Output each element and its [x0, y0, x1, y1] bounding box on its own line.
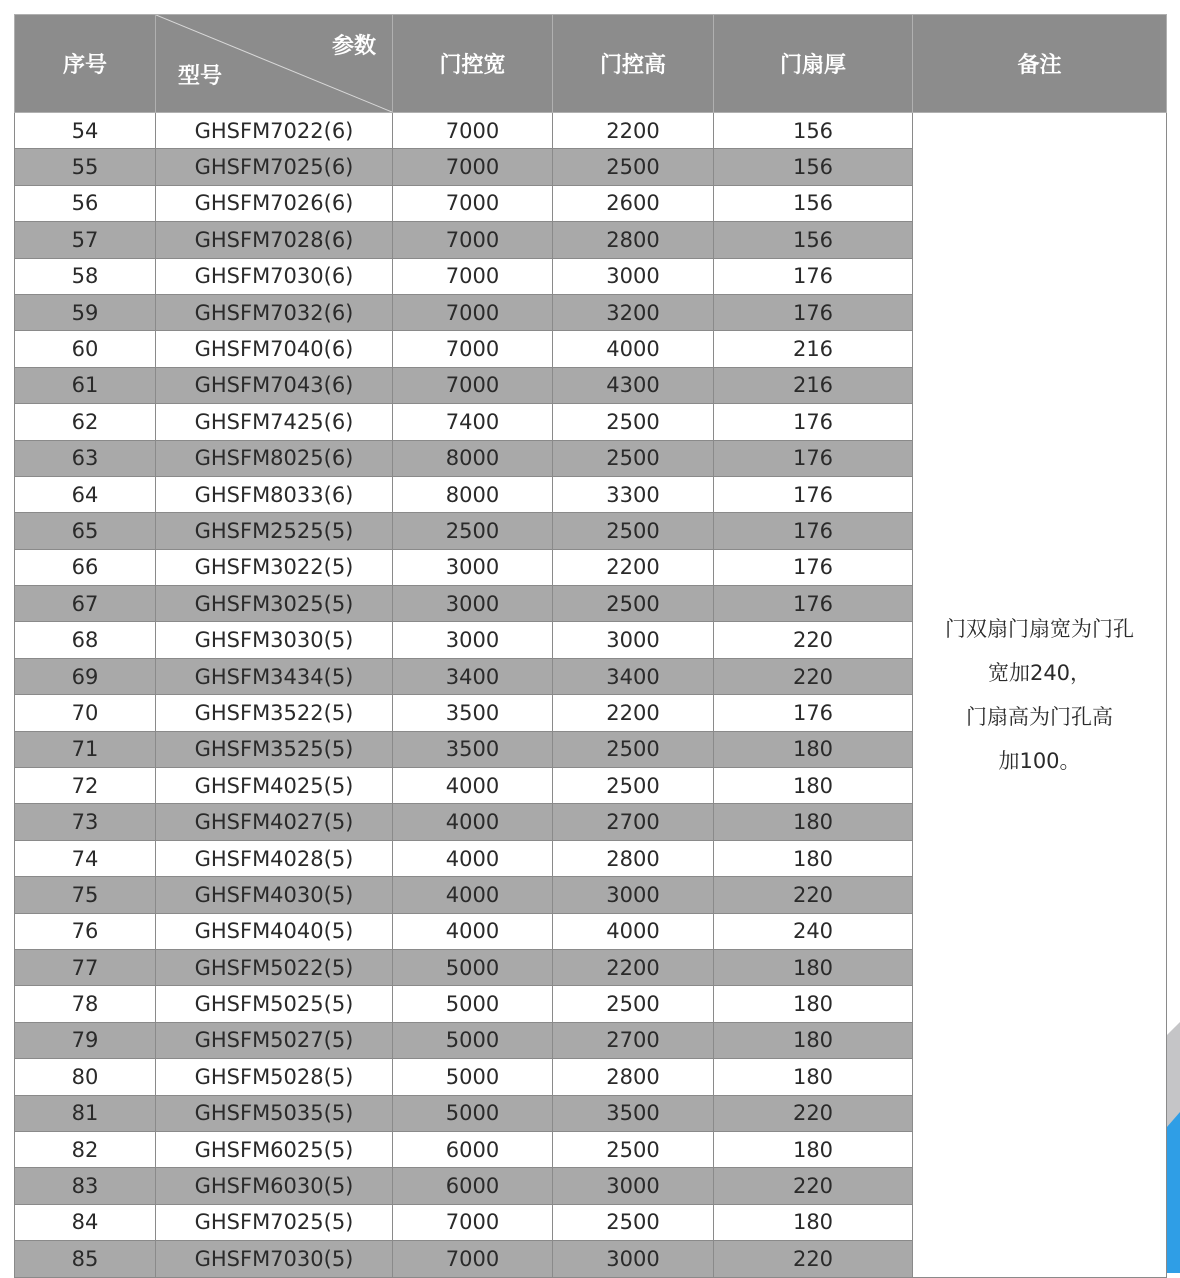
cell-seq: 72	[15, 768, 156, 804]
cell-seq: 63	[15, 440, 156, 476]
cell-width: 7000	[393, 294, 553, 330]
cell-thickness: 180	[714, 986, 913, 1022]
cell-thickness: 220	[714, 1095, 913, 1131]
cell-model: GHSFM7030(6)	[156, 258, 393, 294]
cell-seq: 80	[15, 1059, 156, 1095]
cell-width: 4000	[393, 840, 553, 876]
cell-height: 2200	[553, 695, 714, 731]
cell-thickness: 156	[714, 222, 913, 258]
cell-model: GHSFM4028(5)	[156, 840, 393, 876]
cell-width: 7400	[393, 404, 553, 440]
cell-height: 4000	[553, 331, 714, 367]
cell-width: 7000	[393, 331, 553, 367]
cell-thickness: 180	[714, 1204, 913, 1240]
cell-height: 2500	[553, 440, 714, 476]
cell-model: GHSFM5027(5)	[156, 1022, 393, 1058]
cell-thickness: 156	[714, 185, 913, 221]
cell-seq: 85	[15, 1241, 156, 1277]
header-param-model	[156, 15, 393, 113]
cell-seq: 83	[15, 1168, 156, 1204]
cell-width: 3500	[393, 695, 553, 731]
cell-width: 4000	[393, 913, 553, 949]
cell-thickness: 176	[714, 440, 913, 476]
cell-width: 7000	[393, 1241, 553, 1277]
cell-thickness: 180	[714, 949, 913, 985]
cell-seq: 78	[15, 986, 156, 1022]
cell-seq: 54	[15, 113, 156, 149]
cell-seq: 71	[15, 731, 156, 767]
cell-model: GHSFM5022(5)	[156, 949, 393, 985]
cell-width: 7000	[393, 185, 553, 221]
cell-model: GHSFM7043(6)	[156, 367, 393, 403]
cell-width: 4000	[393, 768, 553, 804]
header-row	[15, 15, 1167, 113]
cell-model: GHSFM3030(5)	[156, 622, 393, 658]
cell-thickness: 176	[714, 513, 913, 549]
cell-seq: 76	[15, 913, 156, 949]
cell-seq: 82	[15, 1131, 156, 1167]
cell-height: 2700	[553, 1022, 714, 1058]
cell-thickness: 180	[714, 840, 913, 876]
cell-width: 7000	[393, 367, 553, 403]
cell-thickness: 180	[714, 731, 913, 767]
cell-seq: 65	[15, 513, 156, 549]
cell-model: GHSFM8033(6)	[156, 476, 393, 512]
cell-model: GHSFM5028(5)	[156, 1059, 393, 1095]
cell-height: 2500	[553, 731, 714, 767]
cell-seq: 77	[15, 949, 156, 985]
cell-height: 3000	[553, 1168, 714, 1204]
cell-width: 3000	[393, 586, 553, 622]
cell-width: 8000	[393, 476, 553, 512]
cell-seq: 57	[15, 222, 156, 258]
cell-seq: 55	[15, 149, 156, 185]
cell-thickness: 220	[714, 622, 913, 658]
header-remarks: 备注	[913, 15, 1167, 113]
cell-width: 7000	[393, 258, 553, 294]
cell-width: 7000	[393, 149, 553, 185]
cell-model: GHSFM3522(5)	[156, 695, 393, 731]
cell-thickness: 176	[714, 695, 913, 731]
cell-model: GHSFM4030(5)	[156, 877, 393, 913]
cell-thickness: 220	[714, 1168, 913, 1204]
cell-width: 4000	[393, 804, 553, 840]
cell-model: GHSFM7028(6)	[156, 222, 393, 258]
cell-thickness: 180	[714, 1131, 913, 1167]
cell-seq: 58	[15, 258, 156, 294]
cell-model: GHSFM3434(5)	[156, 658, 393, 694]
cell-thickness: 216	[714, 367, 913, 403]
cell-model: GHSFM7026(6)	[156, 185, 393, 221]
cell-thickness: 180	[714, 1059, 913, 1095]
cell-model: GHSFM3525(5)	[156, 731, 393, 767]
cell-seq: 61	[15, 367, 156, 403]
cell-height: 2800	[553, 1059, 714, 1095]
cell-seq: 73	[15, 804, 156, 840]
remark-line: 门扇高为门孔高	[966, 704, 1113, 729]
cell-height: 2500	[553, 513, 714, 549]
cell-seq: 68	[15, 622, 156, 658]
cell-model: GHSFM2525(5)	[156, 513, 393, 549]
cell-height: 2500	[553, 586, 714, 622]
cell-seq: 56	[15, 185, 156, 221]
cell-model: GHSFM5025(5)	[156, 986, 393, 1022]
cell-height: 2500	[553, 1204, 714, 1240]
cell-width: 6000	[393, 1131, 553, 1167]
cell-height: 3200	[553, 294, 714, 330]
cell-seq: 64	[15, 476, 156, 512]
table-body	[15, 113, 1167, 1278]
cell-seq: 66	[15, 549, 156, 585]
cell-model: GHSFM7025(5)	[156, 1204, 393, 1240]
cell-model: GHSFM7040(6)	[156, 331, 393, 367]
cell-thickness: 220	[714, 658, 913, 694]
table-row	[15, 113, 1167, 149]
cell-height: 2600	[553, 185, 714, 221]
cell-model: GHSFM3022(5)	[156, 549, 393, 585]
cell-model: GHSFM7025(6)	[156, 149, 393, 185]
remarks-cell	[913, 113, 1167, 1278]
cell-model: GHSFM5035(5)	[156, 1095, 393, 1131]
cell-thickness: 220	[714, 877, 913, 913]
cell-model: GHSFM7032(6)	[156, 294, 393, 330]
cell-width: 3500	[393, 731, 553, 767]
cell-height: 3000	[553, 877, 714, 913]
cell-thickness: 176	[714, 294, 913, 330]
cell-height: 2200	[553, 113, 714, 149]
cell-thickness: 180	[714, 768, 913, 804]
spec-table	[14, 14, 1167, 1278]
cell-model: GHSFM7425(6)	[156, 404, 393, 440]
cell-height: 2500	[553, 404, 714, 440]
cell-thickness: 240	[714, 913, 913, 949]
cell-height: 4000	[553, 913, 714, 949]
cell-width: 4000	[393, 877, 553, 913]
cell-seq: 70	[15, 695, 156, 731]
cell-model: GHSFM7030(5)	[156, 1241, 393, 1277]
cell-width: 3000	[393, 622, 553, 658]
cell-seq: 79	[15, 1022, 156, 1058]
cell-seq: 74	[15, 840, 156, 876]
cell-width: 5000	[393, 1095, 553, 1131]
cell-height: 2700	[553, 804, 714, 840]
cell-seq: 60	[15, 331, 156, 367]
header-model-label: 型号	[178, 64, 223, 89]
cell-seq: 81	[15, 1095, 156, 1131]
cell-thickness: 176	[714, 404, 913, 440]
cell-thickness: 180	[714, 1022, 913, 1058]
cell-thickness: 216	[714, 331, 913, 367]
header-height: 门控高	[553, 15, 714, 113]
remark-line: 加100。	[998, 748, 1081, 773]
cell-seq: 62	[15, 404, 156, 440]
cell-seq: 67	[15, 586, 156, 622]
cell-height: 2500	[553, 1131, 714, 1167]
cell-seq: 84	[15, 1204, 156, 1240]
cell-height: 2800	[553, 222, 714, 258]
cell-thickness: 220	[714, 1241, 913, 1277]
header-thickness: 门扇厚	[714, 15, 913, 113]
cell-thickness: 156	[714, 149, 913, 185]
cell-width: 3400	[393, 658, 553, 694]
remark-line: 宽加240，	[987, 660, 1092, 685]
cell-model: GHSFM4025(5)	[156, 768, 393, 804]
cell-width: 5000	[393, 1022, 553, 1058]
cell-model: GHSFM6030(5)	[156, 1168, 393, 1204]
cell-height: 3000	[553, 1241, 714, 1277]
cell-model: GHSFM8025(6)	[156, 440, 393, 476]
cell-height: 4300	[553, 367, 714, 403]
cell-height: 2500	[553, 149, 714, 185]
cell-height: 3300	[553, 476, 714, 512]
remark-line: 门双扇门扇宽为门孔	[945, 616, 1134, 641]
cell-height: 2200	[553, 949, 714, 985]
cell-seq: 69	[15, 658, 156, 694]
cell-thickness: 176	[714, 586, 913, 622]
cell-height: 3500	[553, 1095, 714, 1131]
cell-height: 3000	[553, 622, 714, 658]
cell-width: 7000	[393, 222, 553, 258]
cell-thickness: 180	[714, 804, 913, 840]
cell-width: 8000	[393, 440, 553, 476]
cell-width: 6000	[393, 1168, 553, 1204]
header-param-label: 参数	[331, 34, 376, 59]
cell-width: 5000	[393, 949, 553, 985]
cell-width: 5000	[393, 986, 553, 1022]
cell-thickness: 176	[714, 258, 913, 294]
cell-seq: 59	[15, 294, 156, 330]
cell-height: 3400	[553, 658, 714, 694]
cell-width: 3000	[393, 549, 553, 585]
cell-thickness: 176	[714, 549, 913, 585]
cell-model: GHSFM7022(6)	[156, 113, 393, 149]
cell-thickness: 156	[714, 113, 913, 149]
cell-height: 2500	[553, 768, 714, 804]
cell-model: GHSFM4027(5)	[156, 804, 393, 840]
cell-seq: 75	[15, 877, 156, 913]
table-header	[15, 15, 1167, 113]
cell-model: GHSFM6025(5)	[156, 1131, 393, 1167]
cell-height: 3000	[553, 258, 714, 294]
header-seq: 序号	[15, 15, 156, 113]
cell-width: 7000	[393, 1204, 553, 1240]
cell-model: GHSFM3025(5)	[156, 586, 393, 622]
cell-width: 5000	[393, 1059, 553, 1095]
cell-model: GHSFM4040(5)	[156, 913, 393, 949]
cell-height: 2200	[553, 549, 714, 585]
cell-height: 2800	[553, 840, 714, 876]
cell-thickness: 176	[714, 476, 913, 512]
cell-width: 2500	[393, 513, 553, 549]
header-width: 门控宽	[393, 15, 553, 113]
cell-width: 7000	[393, 113, 553, 149]
cell-height: 2500	[553, 986, 714, 1022]
